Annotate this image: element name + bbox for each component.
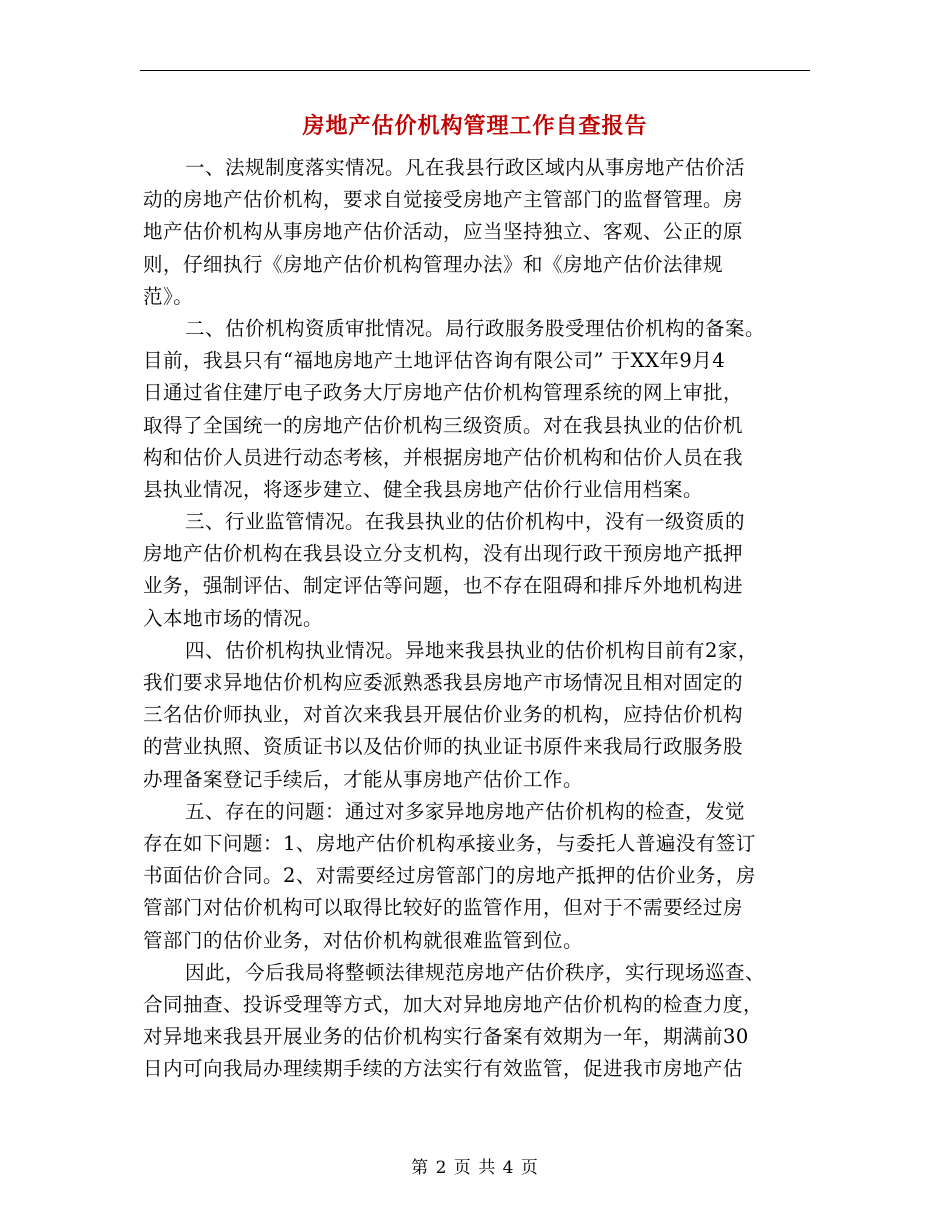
body-line: 书面估价合同。2、对需要经过房管部门的房地产抵押的估价业务，房	[143, 864, 756, 888]
body-line: 取得了全国统一的房地产估价机构三级资质。对在我县执业的估价机	[143, 413, 744, 437]
body-line: 办理备案登记手续后，才能从事房地产估价工作。	[143, 767, 584, 791]
body-line: 则，仔细执行《房地产估价机构管理办法》和《房地产估价法律规	[143, 252, 724, 276]
body-line: 县执业情况，将逐步建立、健全我县房地产估价行业信用档案。	[143, 477, 704, 501]
body-line: 地产估价机构从事房地产估价活动，应当坚持独立、客观、公正的原	[143, 220, 744, 244]
body-line: 一、法规制度落实情况。凡在我县行政区域内从事房地产估价活	[185, 156, 746, 179]
body-line: 存在如下问题：1、房地产估价机构承接业务，与委托人普遍没有签订	[143, 831, 756, 855]
page-footer: 第 2 页 共 4 页	[411, 1158, 539, 1178]
body-line: 构和估价人员进行动态考核，并根据房地产估价机构和估价人员在我	[143, 445, 744, 469]
body-line: 业务，强制评估、制定评估等问题，也不存在阻碍和排斥外地机构进	[143, 574, 744, 598]
body-line: 管部门的估价业务，对估价机构就很难监管到位。	[143, 928, 584, 952]
body-line: 日内可向我局办理续期手续的方法实行有效监管，促进我市房地产估	[143, 1057, 744, 1081]
body-line: 三名估价师执业，对首次来我县开展估价业务的机构，应持估价机构	[143, 703, 744, 727]
header-rule	[140, 70, 810, 71]
body-line: 我们要求异地估价机构应委派熟悉我县房地产市场情况且相对固定的	[143, 671, 744, 694]
document-body	[143, 152, 809, 1085]
body-line: 的营业执照、资质证书以及估价师的执业证书原件来我局行政服务股	[143, 735, 744, 759]
body-line: 三、行业监管情况。在我县执业的估价机构中，没有一级资质的	[185, 510, 746, 534]
body-line: 五、存在的问题：通过对多家异地房地产估价机构的检查，发觉	[185, 799, 746, 823]
body-line: 四、估价机构执业情况。异地来我县执业的估价机构目前有2家，	[185, 638, 758, 662]
body-line: 范》。	[143, 284, 194, 308]
body-line: 入本地市场的情况。	[143, 606, 324, 630]
body-line: 动的房地产估价机构，要求自觉接受房地产主管部门的监督管理。房	[143, 188, 744, 212]
body-line: 房地产估价机构在我县设立分支机构，没有出现行政干预房地产抵押	[143, 542, 744, 566]
document-title: 房地产估价机构管理工作自查报告	[302, 113, 648, 139]
body-line: 二、估价机构资质审批情况。局行政服务股受理估价机构的备案。	[185, 316, 766, 340]
body-line: 目前，我县只有“福地房地产土地评估咨询有限公司” 于XX年9月4	[143, 349, 726, 373]
body-line: 日通过省住建厅电子政务大厅房地产估价机构管理系统的网上审批，	[143, 381, 744, 405]
body-line: 管部门对估价机构可以取得比较好的监管作用，但对于不需要经过房	[143, 896, 744, 920]
body-line: 因此，今后我局将整顿法律规范房地产估价秩序，实行现场巡查、	[185, 960, 766, 984]
body-line: 对异地来我县开展业务的估价机构实行备案有效期为一年，期满前30	[143, 1025, 749, 1049]
body-line: 合同抽查、投诉受理等方式，加大对异地房地产估价机构的检查力度，	[143, 992, 764, 1016]
